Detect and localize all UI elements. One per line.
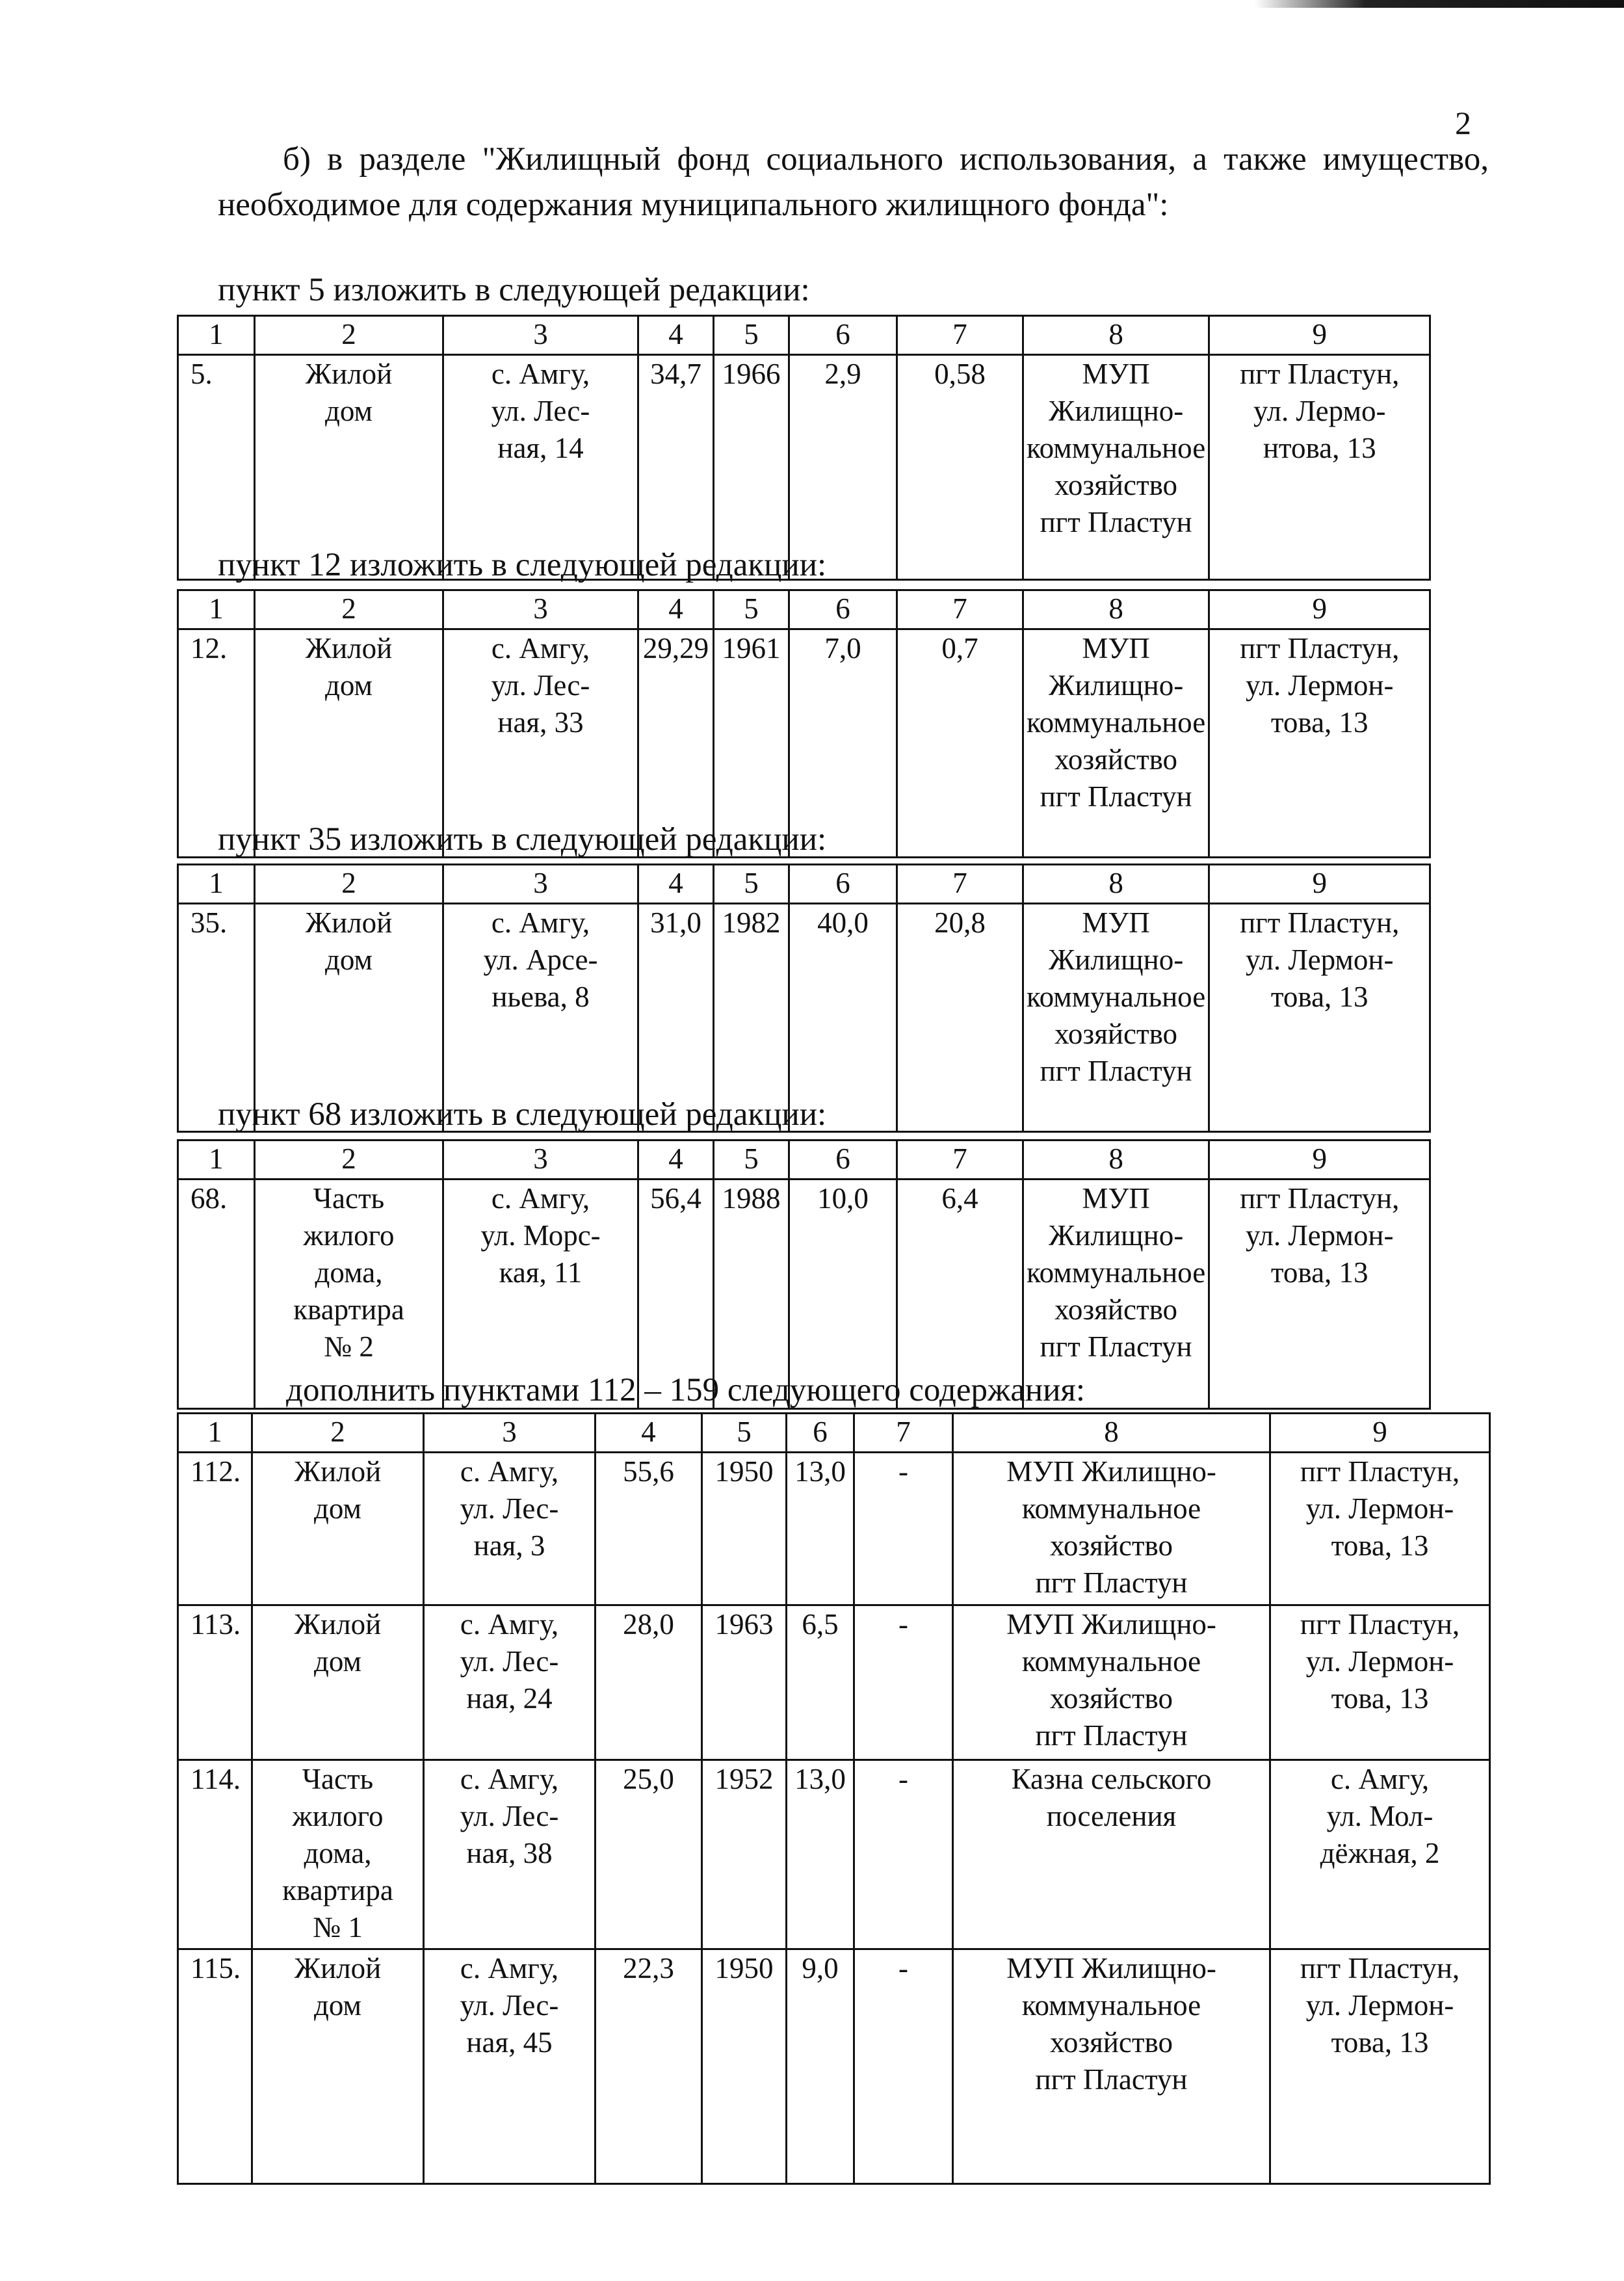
table-cell: пгт Пластун, ул. Лермо- нтова, 13	[1209, 355, 1430, 580]
table-cell: пгт Пластун, ул. Лермон- това, 13	[1209, 629, 1430, 858]
column-number: 6	[787, 1414, 854, 1453]
table-cell: 1988	[714, 1180, 789, 1409]
housing-table	[177, 589, 1431, 858]
table-cell: Жилой дом	[252, 1605, 424, 1760]
column-number: 9	[1209, 590, 1430, 629]
column-number: 5	[702, 1414, 787, 1453]
table-cell: 31,0	[638, 904, 714, 1132]
column-number: 4	[638, 1140, 714, 1180]
column-number: 9	[1209, 316, 1430, 355]
column-number: 2	[255, 590, 443, 629]
table-header-row	[178, 316, 1430, 355]
table-cell: Часть жилого дома, квартира № 1	[252, 1760, 424, 1949]
column-number: 3	[443, 865, 638, 904]
column-number: 1	[178, 865, 255, 904]
table-cell: с. Амгу, ул. Мол- дёжная, 2	[1270, 1760, 1490, 1949]
table-cell: 13,0	[787, 1760, 854, 1949]
table-row	[178, 1453, 1490, 1605]
table-cell: 12.	[178, 629, 255, 858]
table-cell: 1950	[702, 1453, 787, 1605]
column-number: 8	[1023, 590, 1209, 629]
column-number: 2	[255, 1140, 443, 1180]
column-number: 5	[714, 590, 789, 629]
table-cell: Казна сельского поселения	[953, 1760, 1270, 1949]
table-cell: с. Амгу, ул. Лес- ная, 24	[424, 1605, 596, 1760]
table-cell: с. Амгу, ул. Морс- кая, 11	[443, 1180, 638, 1409]
housing-table	[177, 315, 1431, 581]
table-cell: пгт Пластун, ул. Лермон- това, 13	[1270, 1605, 1490, 1760]
table-cell: МУП Жилищно- коммунальное хозяйство пгт Пластун	[1023, 629, 1209, 858]
table-row	[178, 1605, 1490, 1760]
column-number: 7	[897, 865, 1023, 904]
table-cell: Жилой дом	[252, 1453, 424, 1605]
section-label: пункт 12 изложить в следующей редакции:	[218, 547, 827, 583]
column-number: 4	[638, 316, 714, 355]
table-cell: 0,58	[897, 355, 1023, 580]
table-cell: 1950	[702, 1949, 787, 2184]
table-cell: 113.	[178, 1605, 252, 1760]
column-number: 1	[178, 316, 255, 355]
column-number: 4	[638, 590, 714, 629]
column-number: 6	[789, 1140, 897, 1180]
column-number: 4	[638, 865, 714, 904]
table-cell: с. Амгу, ул. Лес- ная, 45	[424, 1949, 596, 2184]
table-cell: 112.	[178, 1453, 252, 1605]
table-header-row	[178, 1140, 1430, 1180]
column-number: 9	[1209, 1140, 1430, 1180]
table-header-row	[178, 590, 1430, 629]
housing-table	[177, 1412, 1491, 2185]
intro-paragraph: б) в разделе "Жилищный фонд социального использования, а также имущество, необходимое для содержания муниципального жилищного фонда":	[218, 141, 1489, 223]
column-number: 9	[1209, 865, 1430, 904]
table-cell: 1952	[702, 1760, 787, 1949]
table-cell: -	[854, 1453, 953, 1605]
table-cell: -	[854, 1760, 953, 1949]
table-cell: МУП Жилищно- коммунальное хозяйство пгт Пластун	[1023, 355, 1209, 580]
table-cell: МУП Жилищно- коммунальное хозяйство пгт Пластун	[1023, 1180, 1209, 1409]
table-cell: с. Амгу, ул. Лес- ная, 38	[424, 1760, 596, 1949]
column-number: 8	[1023, 316, 1209, 355]
column-number: 1	[178, 590, 255, 629]
table-cell: 35.	[178, 904, 255, 1132]
table-cell: 34,7	[638, 355, 714, 580]
column-number: 9	[1270, 1414, 1490, 1453]
column-number: 6	[789, 865, 897, 904]
column-number: 7	[897, 590, 1023, 629]
column-number: 8	[1023, 1140, 1209, 1180]
table-cell: 13,0	[787, 1453, 854, 1605]
column-number: 4	[596, 1414, 702, 1453]
column-number: 5	[714, 865, 789, 904]
section-label: пункт 5 изложить в следующей редакции:	[218, 272, 810, 308]
table-cell: 28,0	[596, 1605, 702, 1760]
table-cell: 6,5	[787, 1605, 854, 1760]
table-cell: 6,4	[897, 1180, 1023, 1409]
column-number: 3	[443, 590, 638, 629]
table-cell: 1963	[702, 1605, 787, 1760]
housing-table	[177, 864, 1431, 1133]
column-number: 2	[255, 316, 443, 355]
column-number: 1	[178, 1414, 252, 1453]
column-number: 8	[1023, 865, 1209, 904]
table-cell: 29,29	[638, 629, 714, 858]
column-number: 3	[443, 316, 638, 355]
column-number: 7	[897, 1140, 1023, 1180]
section-label: пункт 68 изложить в следующей редакции:	[218, 1096, 827, 1133]
column-number: 5	[714, 1140, 789, 1180]
table-header-row	[178, 865, 1430, 904]
table-cell: МУП Жилищно- коммунальное хозяйство пгт Пластун	[953, 1949, 1270, 2184]
table-cell: пгт Пластун, ул. Лермон- това, 13	[1270, 1453, 1490, 1605]
table-cell: 5.	[178, 355, 255, 580]
table-cell: 10,0	[789, 1180, 897, 1409]
table-cell: Часть жилого дома, квартира № 2	[255, 1180, 443, 1409]
section-label: пункт 35 изложить в следующей редакции:	[218, 821, 827, 858]
table-cell: 114.	[178, 1760, 252, 1949]
table-cell: пгт Пластун, ул. Лермон- това, 13	[1209, 1180, 1430, 1409]
scan-edge-mark	[1255, 0, 1624, 8]
column-number: 6	[789, 590, 897, 629]
table-cell: 7,0	[789, 629, 897, 858]
table-cell: пгт Пластун, ул. Лермон- това, 13	[1209, 904, 1430, 1132]
table-cell: 1966	[714, 355, 789, 580]
table-cell: 55,6	[596, 1453, 702, 1605]
table-cell: МУП Жилищно- коммунальное хозяйство пгт Пластун	[1023, 904, 1209, 1132]
table-cell: МУП Жилищно- коммунальное хозяйство пгт Пластун	[953, 1605, 1270, 1760]
page-number: 2	[1455, 105, 1471, 141]
table-cell: с. Амгу, ул. Арсе- ньева, 8	[443, 904, 638, 1132]
table-cell: 1961	[714, 629, 789, 858]
table-cell: 2,9	[789, 355, 897, 580]
table-cell: Жилой дом	[255, 904, 443, 1132]
section-label: дополнить пунктами 112 – 159 следующего содержания:	[286, 1372, 1086, 1408]
table-cell: 40,0	[789, 904, 897, 1132]
table-header-row	[178, 1414, 1490, 1453]
table-cell: 115.	[178, 1949, 252, 2184]
table-cell: 0,7	[897, 629, 1023, 858]
table-cell: -	[854, 1949, 953, 2184]
table-cell: 68.	[178, 1180, 255, 1409]
table-cell: с. Амгу, ул. Лес- ная, 14	[443, 355, 638, 580]
housing-table	[177, 1139, 1431, 1410]
column-number: 7	[897, 316, 1023, 355]
table-cell: 9,0	[787, 1949, 854, 2184]
table-row	[178, 1760, 1490, 1949]
column-number: 3	[443, 1140, 638, 1180]
column-number: 2	[255, 865, 443, 904]
table-cell: МУП Жилищно- коммунальное хозяйство пгт Пластун	[953, 1453, 1270, 1605]
column-number: 3	[424, 1414, 596, 1453]
table-cell: с. Амгу, ул. Лес- ная, 3	[424, 1453, 596, 1605]
table-cell: 20,8	[897, 904, 1023, 1132]
column-number: 2	[252, 1414, 424, 1453]
table-cell: -	[854, 1605, 953, 1760]
column-number: 7	[854, 1414, 953, 1453]
table-cell: 22,3	[596, 1949, 702, 2184]
table-cell: 25,0	[596, 1760, 702, 1949]
table-cell: Жилой дом	[255, 629, 443, 858]
column-number: 6	[789, 316, 897, 355]
table-cell: пгт Пластун, ул. Лермон- това, 13	[1270, 1949, 1490, 2184]
table-cell: 1982	[714, 904, 789, 1132]
table-cell: 56,4	[638, 1180, 714, 1409]
table-cell: с. Амгу, ул. Лес- ная, 33	[443, 629, 638, 858]
table-row	[178, 1949, 1490, 2184]
table-row	[178, 355, 1430, 580]
table-cell: Жилой дом	[252, 1949, 424, 2184]
column-number: 1	[178, 1140, 255, 1180]
column-number: 5	[714, 316, 789, 355]
column-number: 8	[953, 1414, 1270, 1453]
table-cell: Жилой дом	[255, 355, 443, 580]
